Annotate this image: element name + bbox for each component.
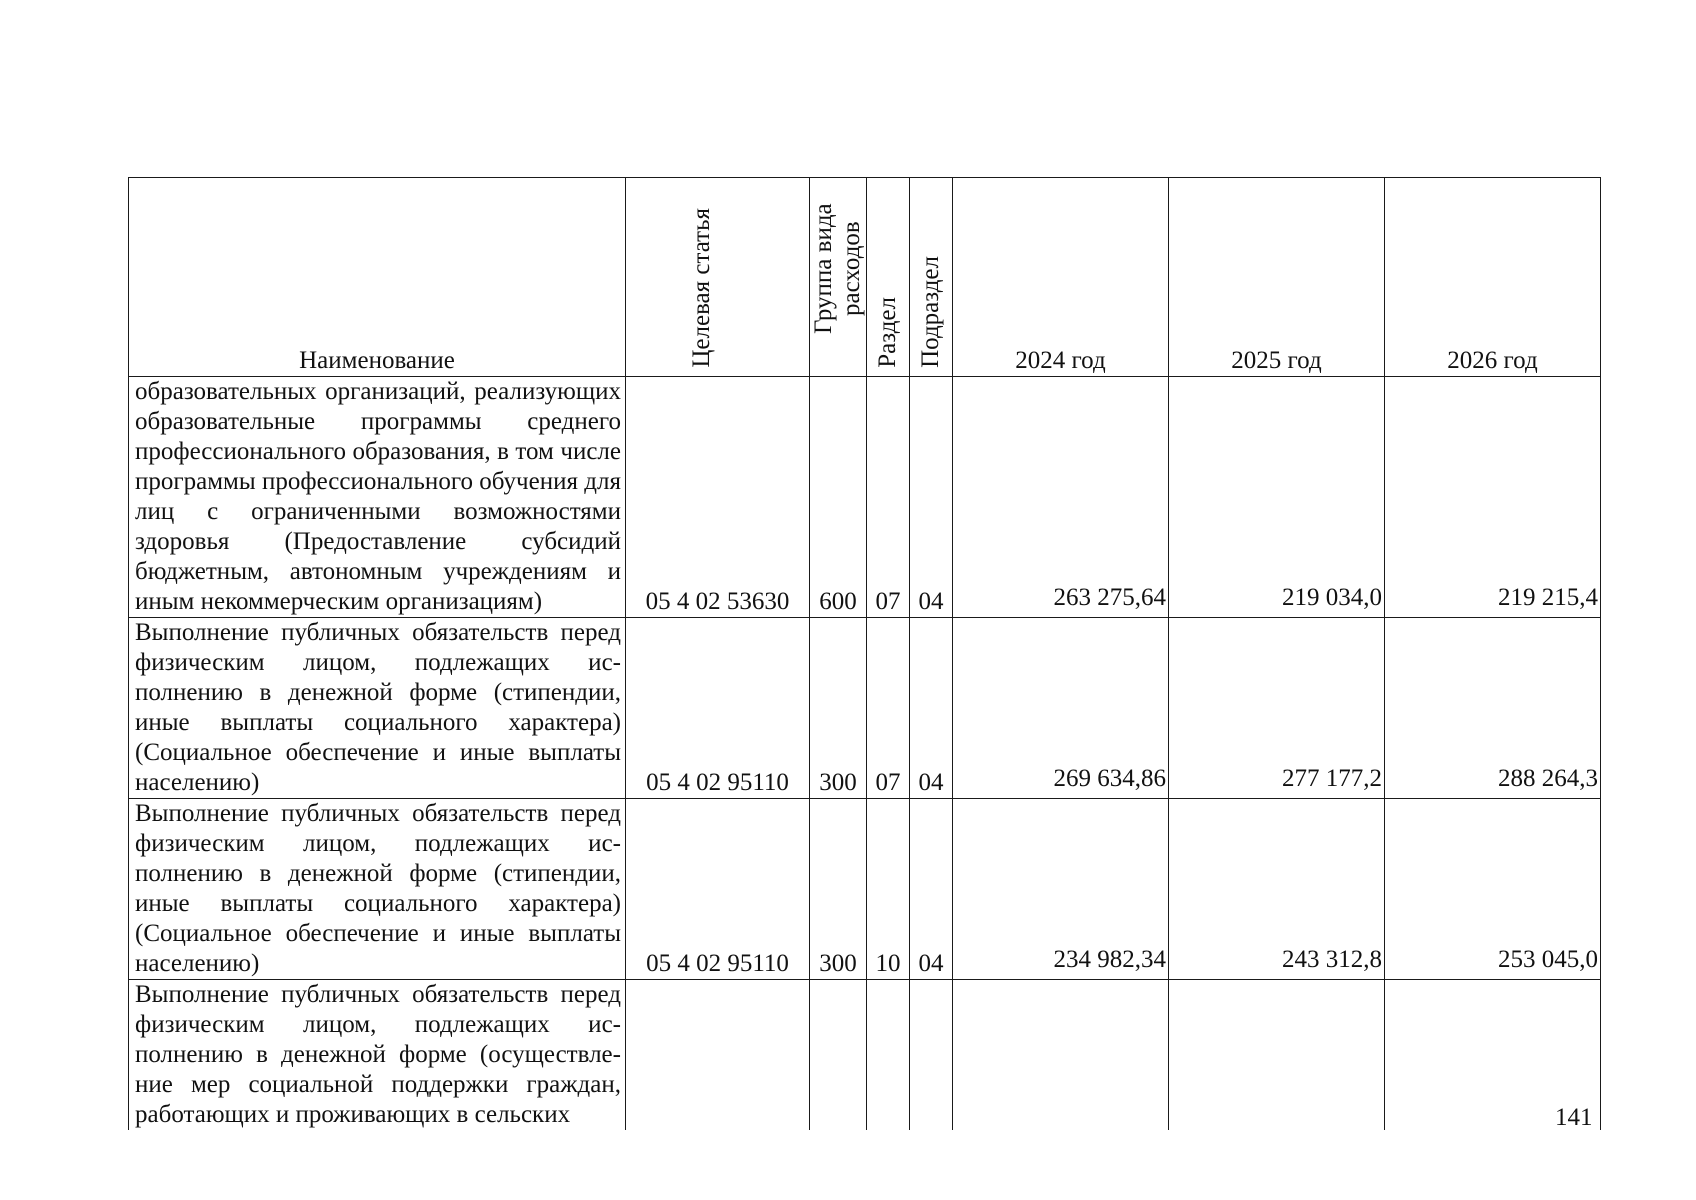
- table-header-row: [129, 178, 1601, 377]
- row-expense-group: 300: [810, 618, 867, 799]
- row-subsection: 04: [910, 377, 953, 618]
- row-subsection: [910, 980, 953, 1131]
- row-target-article: [626, 980, 810, 1131]
- row-expense-group: 600: [810, 377, 867, 618]
- row-2026: 253 045,0: [1385, 799, 1601, 980]
- row-name: Выполнение публичных обязательств перед физическим лицом, подлежащих исполнению в денежной форме (стипендии, иные выплаты социального характера) (Социальное обеспечение и иные выплаты населению): [129, 618, 626, 799]
- row-section: [867, 980, 910, 1131]
- header-subsection: Подраздел: [910, 178, 953, 377]
- row-target-article: 05 4 02 95110: [626, 799, 810, 980]
- header-section: Раздел: [867, 178, 910, 377]
- row-2024: 263 275,64: [953, 377, 1169, 618]
- row-2025: 219 034,0: [1169, 377, 1385, 618]
- budget-table: [128, 177, 1601, 1130]
- row-2026: 219 215,4: [1385, 377, 1601, 618]
- row-2025: 277 177,2: [1169, 618, 1385, 799]
- row-2024: 234 982,34: [953, 799, 1169, 980]
- row-2024: [953, 980, 1169, 1131]
- table-row: [129, 377, 1601, 618]
- row-expense-group: 300: [810, 799, 867, 980]
- row-2025: [1169, 980, 1385, 1131]
- header-expense-group: Группа вида расходов: [810, 178, 867, 377]
- row-2026: 288 264,3: [1385, 618, 1601, 799]
- page-number: 141: [1555, 1104, 1593, 1131]
- header-target-article: Целевая статья: [626, 178, 810, 377]
- header-2024: 2024 год: [953, 178, 1169, 377]
- row-subsection: 04: [910, 799, 953, 980]
- row-target-article: 05 4 02 53630: [626, 377, 810, 618]
- row-name: образовательных организаций, реализующих образовательные программы среднего профессионального образования, в том числе программы профессионального обучения для лиц с ограниченными возможностями здоровья (Предоставление субсидий бюджетным, автономным учреждениям и иным некоммерческим организациям): [129, 377, 626, 618]
- row-target-article: 05 4 02 95110: [626, 618, 810, 799]
- row-name: Выполнение публичных обязательств перед физическим лицом, подлежащих исполнению в денежной форме (осуществление мер социальной поддержки граждан, работающих и проживающих в сельских: [129, 980, 626, 1131]
- row-expense-group: [810, 980, 867, 1131]
- row-2025: 243 312,8: [1169, 799, 1385, 980]
- row-section: 10: [867, 799, 910, 980]
- row-section: 07: [867, 618, 910, 799]
- header-2026: 2026 год: [1385, 178, 1601, 377]
- row-section: 07: [867, 377, 910, 618]
- row-2024: 269 634,86: [953, 618, 1169, 799]
- table-row: [129, 980, 1601, 1131]
- row-name: Выполнение публичных обязательств перед физическим лицом, подлежащих исполнению в денежной форме (стипендии, иные выплаты социального характера) (Социальное обеспечение и иные выплаты населению): [129, 799, 626, 980]
- row-subsection: 04: [910, 618, 953, 799]
- header-2025: 2025 год: [1169, 178, 1385, 377]
- header-name: Наименование: [129, 178, 626, 377]
- table-row: [129, 618, 1601, 799]
- table-row: [129, 799, 1601, 980]
